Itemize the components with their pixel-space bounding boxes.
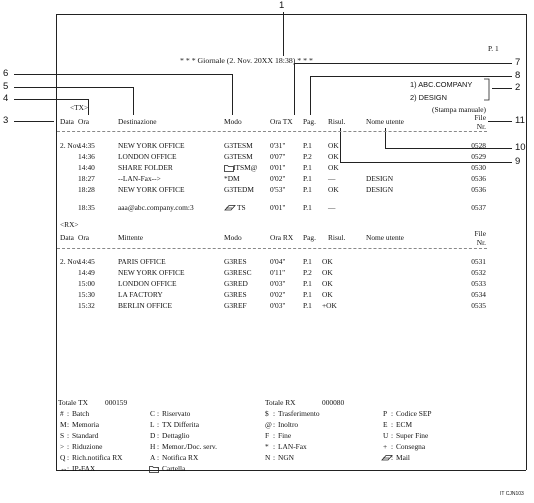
rx-header-file-nr: Nr. — [476, 238, 486, 247]
legend-separator: : — [391, 453, 394, 462]
rx-row-date: 2. Nov. — [60, 257, 82, 266]
tx-row-duration: 0'07" — [270, 152, 286, 161]
tx-row-pages: P.2 — [303, 152, 312, 161]
tx-row-mode: G3TEDM — [224, 185, 254, 194]
tx-row-destination: NEW YORK OFFICE — [118, 141, 185, 150]
rx-row-mode: G3RED — [224, 279, 248, 288]
rx-row-result: OK — [322, 257, 333, 266]
legend-symbol: @ — [265, 420, 272, 429]
figure-code: IT CJN103 — [500, 491, 524, 497]
legend-description: Rich.notifica RX — [72, 453, 123, 462]
legend-description: ECM — [396, 420, 413, 429]
tx-row-destination: NEW YORK OFFICE — [118, 185, 185, 194]
tx-row-duration: 0'31" — [270, 141, 286, 150]
legend-separator: : — [157, 420, 160, 429]
callout-line-5 — [14, 87, 133, 88]
callout-11: 11 — [515, 115, 525, 126]
callout-line-8-drop — [310, 76, 311, 115]
tx-header-pages: Pag. — [303, 117, 316, 126]
rx-header-rx-time: Ora RX — [270, 233, 294, 242]
callout-4: 4 — [3, 93, 9, 104]
journal-title: * * * Giornale (2. Nov. 20XX 18:38) * * * — [180, 56, 313, 65]
callout-line-6 — [14, 74, 232, 75]
legend-symbol: ↔ — [60, 464, 68, 473]
rx-header-separator — [57, 248, 487, 249]
tx-row-duration: 0'01" — [270, 203, 286, 212]
page-top-border — [56, 14, 526, 15]
rx-row-duration: 0'02" — [270, 290, 286, 299]
legend-description: Riservato — [162, 409, 191, 418]
callout-line-7-drop — [294, 63, 295, 115]
tx-row-time: 14:36 — [78, 152, 95, 161]
tx-header-file: File — [474, 113, 486, 122]
tx-row-destination: aaa@abc.company.com:3 — [118, 203, 194, 212]
tx-header-file-nr: Nr. — [476, 122, 486, 131]
legend-separator: : — [157, 453, 160, 462]
legend-separator: : — [273, 431, 276, 440]
rx-header-result: Risul. — [328, 233, 346, 242]
tx-row-destination: LONDON OFFICE — [118, 152, 177, 161]
rx-row-result: OK — [322, 268, 333, 277]
legend-separator: : — [157, 442, 160, 451]
callout-line-1 — [283, 12, 284, 56]
rx-row-time: 14:49 — [78, 268, 95, 277]
legend-description: NGN — [278, 453, 295, 462]
legend-description: Super Fine — [396, 431, 429, 440]
tx-row-user: DESIGN — [366, 185, 394, 194]
tx-row-result: OK — [328, 141, 339, 150]
rx-row-duration: 0'11" — [270, 268, 286, 277]
tx-row-result: — — [328, 174, 336, 183]
legend-description: Fine — [278, 431, 292, 440]
legend-description: Memor./Doc. serv. — [162, 442, 217, 451]
legend-symbol: A — [150, 453, 156, 462]
tx-row-pages: P.1 — [303, 163, 312, 172]
tx-header-user: Nome utente — [366, 117, 404, 126]
tx-row-time: 14:40 — [78, 163, 95, 172]
callout-6: 6 — [3, 68, 9, 79]
callout-line-8 — [310, 76, 512, 77]
rx-row-pages: P.1 — [303, 279, 312, 288]
rx-row-file-number: 0533 — [471, 279, 486, 288]
legend-separator: : — [391, 420, 394, 429]
tx-row-time: 18:35 — [78, 203, 95, 212]
rx-row-file-number: 0531 — [471, 257, 486, 266]
tx-row-file-number: 0530 — [471, 163, 486, 172]
rx-header-user: Nome utente — [366, 233, 404, 242]
company-department-line: 2) DESIGN — [410, 93, 447, 102]
legend-separator: : — [157, 464, 160, 473]
tx-row-pages: P.1 — [303, 141, 312, 150]
callout-line-6-drop — [232, 74, 233, 115]
rx-row-pages: P.1 — [303, 257, 312, 266]
tx-row-result: OK — [328, 163, 339, 172]
legend-separator: : — [273, 442, 276, 451]
rx-row-mode: G3RESC — [224, 268, 252, 277]
rx-row-sender: BERLIN OFFICE — [118, 301, 172, 310]
tx-header-tx-time: Ora TX — [270, 117, 293, 126]
legend-symbol: $ — [265, 409, 269, 418]
legend-separator: : — [391, 409, 394, 418]
legend-separator: : — [273, 409, 276, 418]
legend-description: Dettaglio — [162, 431, 190, 440]
rx-header-sender: Mittente — [118, 233, 144, 242]
tx-row-mode: ITSM@ — [233, 163, 258, 172]
legend-symbol: F — [265, 431, 270, 440]
legend-description: Memoria — [72, 420, 100, 429]
callout-7: 7 — [515, 57, 521, 68]
rx-row-mode: G3RES — [224, 257, 247, 266]
rx-row-mode: G3RES — [224, 290, 247, 299]
rx-row-file-number: 0535 — [471, 301, 486, 310]
legend-separator: : — [67, 442, 70, 451]
tx-row-duration: 0'53" — [270, 185, 286, 194]
total-rx-value: 000080 — [322, 398, 345, 407]
rx-row-mode: G3REF — [224, 301, 247, 310]
tx-row-file-number: 0528 — [471, 141, 486, 150]
tx-row-duration: 0'02" — [270, 174, 286, 183]
legend-symbol: L — [150, 420, 155, 429]
legend-symbol: * — [265, 442, 269, 451]
legend-description: LAN-Fax — [278, 442, 307, 451]
total-rx-label: Totale RX — [265, 398, 296, 407]
callout-line-9-drop — [340, 128, 341, 162]
legend-symbol: H — [150, 442, 156, 451]
callout-3: 3 — [3, 115, 9, 126]
legend-description: Riduzione — [72, 442, 103, 451]
legend-description: Batch — [72, 409, 90, 418]
rx-row-duration: 0'03" — [270, 301, 286, 310]
tx-row-destination: --LAN-Fax--> — [118, 174, 161, 183]
rx-row-sender: LONDON OFFICE — [118, 279, 177, 288]
rx-header-time: Ora — [78, 233, 90, 242]
legend-symbol: > — [60, 442, 65, 451]
tx-row-result: OK — [328, 185, 339, 194]
legend-description: Inoltro — [278, 420, 299, 429]
legend-description: Cartella — [162, 464, 186, 473]
legend-separator: : — [67, 409, 70, 418]
company-name-line: 1) ABC.COMPANY — [410, 80, 473, 89]
legend-symbol: M — [60, 420, 67, 429]
callout-8: 8 — [515, 70, 521, 81]
rx-row-time: 15:00 — [78, 279, 95, 288]
tx-row-mode: TS — [237, 203, 246, 212]
tx-row-result: — — [328, 203, 336, 212]
legend-symbol: C — [150, 409, 155, 418]
legend-symbol: D — [150, 431, 156, 440]
page-left-border — [56, 14, 57, 470]
rx-row-result: OK — [322, 279, 333, 288]
total-tx-value: 000159 — [105, 398, 128, 407]
tx-header-result: Risul. — [328, 117, 346, 126]
rx-header-pages: Pag. — [303, 233, 316, 242]
callout-line-4 — [14, 99, 88, 100]
tx-row-result: OK — [328, 152, 339, 161]
tx-row-mode: G3TESM — [224, 141, 253, 150]
callout-line-11 — [488, 121, 512, 122]
callout-10: 10 — [515, 142, 526, 153]
rx-header-date: Data — [60, 233, 74, 242]
legend-symbol: + — [383, 442, 388, 451]
tx-row-file-number: 0536 — [471, 174, 486, 183]
legend-description: Standard — [72, 431, 99, 440]
manual-print-note: (Stampa manuale) — [432, 105, 486, 114]
rx-row-file-number: 0534 — [471, 290, 486, 299]
legend-separator: : — [273, 453, 276, 462]
rx-header-file: File — [474, 229, 486, 238]
tx-row-time: 14:35 — [78, 141, 95, 150]
tx-row-time: 18:27 — [78, 174, 95, 183]
callout-line-10 — [385, 148, 512, 149]
legend-separator: : — [67, 464, 70, 473]
tx-header-separator — [57, 131, 487, 132]
tx-header-time: Ora — [78, 117, 90, 126]
page-right-border — [526, 14, 527, 470]
legend-symbol: U — [383, 431, 389, 440]
rx-row-result: OK — [322, 290, 333, 299]
callout-line-2 — [492, 88, 512, 89]
legend-description: Notifica RX — [162, 453, 199, 462]
callout-line-5-drop — [133, 87, 134, 115]
tx-header-destination: Destinazione — [118, 117, 157, 126]
legend-symbol: N — [265, 453, 271, 462]
legend-description: IP-FAX — [72, 464, 96, 473]
company-bracket — [484, 78, 494, 102]
rx-row-pages: P.2 — [303, 268, 312, 277]
legend-symbol: E — [383, 420, 388, 429]
legend-symbol: S — [60, 431, 65, 440]
callout-9: 9 — [515, 156, 521, 167]
tx-row-mode: *DM — [224, 174, 240, 183]
tx-row-destination: SHARE FOLDER — [118, 163, 173, 172]
tx-row-pages: P.1 — [303, 185, 312, 194]
mail-icon — [224, 204, 236, 212]
rx-row-time: 15:32 — [78, 301, 95, 310]
tx-row-pages: P.1 — [303, 203, 312, 212]
tx-row-mode: G3TESM — [224, 152, 253, 161]
callout-line-3 — [14, 121, 54, 122]
rx-row-time: 15:30 — [78, 290, 95, 299]
legend-separator: : — [157, 409, 160, 418]
tx-row-date: 2. Nov. — [60, 141, 82, 150]
total-tx-label: Totale TX — [58, 398, 88, 407]
callout-2: 2 — [515, 82, 521, 93]
rx-section-label: <RX> — [60, 220, 79, 229]
rx-row-time: 14:45 — [78, 257, 95, 266]
legend-separator: : — [67, 420, 70, 429]
tx-header-mode: Modo — [224, 117, 242, 126]
callout-line-7 — [294, 63, 512, 64]
rx-row-result: +OK — [322, 301, 337, 310]
legend-separator: : — [67, 453, 70, 462]
legend-symbol: Q — [60, 453, 66, 462]
legend-separator: : — [67, 431, 70, 440]
legend-description: Mail — [396, 453, 410, 462]
rx-row-duration: 0'04" — [270, 257, 286, 266]
callout-5: 5 — [3, 81, 9, 92]
legend-separator: : — [391, 431, 394, 440]
legend-symbol: # — [60, 409, 64, 418]
legend-description: Codice SEP — [396, 409, 432, 418]
tx-row-file-number: 0536 — [471, 185, 486, 194]
rx-row-sender: PARIS OFFICE — [118, 257, 166, 266]
legend-separator: : — [391, 442, 394, 451]
tx-row-file-number: 0529 — [471, 152, 486, 161]
page-bottom-border — [56, 470, 526, 471]
rx-row-file-number: 0532 — [471, 268, 486, 277]
legend-description: Trasferimento — [278, 409, 320, 418]
legend-symbol: P — [383, 409, 388, 418]
rx-row-pages: P.1 — [303, 301, 312, 310]
tx-header-date: Data — [60, 117, 74, 126]
rx-row-duration: 0'03" — [270, 279, 286, 288]
legend-separator: : — [273, 420, 276, 429]
tx-section-label: <TX> — [70, 103, 89, 112]
callout-line-9 — [340, 162, 512, 163]
legend-separator: : — [157, 431, 160, 440]
rx-row-pages: P.1 — [303, 290, 312, 299]
rx-row-sender: LA FACTORY — [118, 290, 163, 299]
callout-1: 1 — [279, 0, 285, 11]
legend-description: Consegna — [396, 442, 426, 451]
tx-row-user: DESIGN — [366, 174, 394, 183]
tx-row-pages: P.1 — [303, 174, 312, 183]
rx-header-mode: Modo — [224, 233, 242, 242]
tx-row-file-number: 0537 — [471, 203, 486, 212]
tx-row-time: 18:28 — [78, 185, 95, 194]
legend-description: TX Differita — [162, 420, 200, 429]
tx-row-duration: 0'01" — [270, 163, 286, 172]
page-number: P. 1 — [488, 44, 499, 53]
rx-row-sender: NEW YORK OFFICE — [118, 268, 185, 277]
